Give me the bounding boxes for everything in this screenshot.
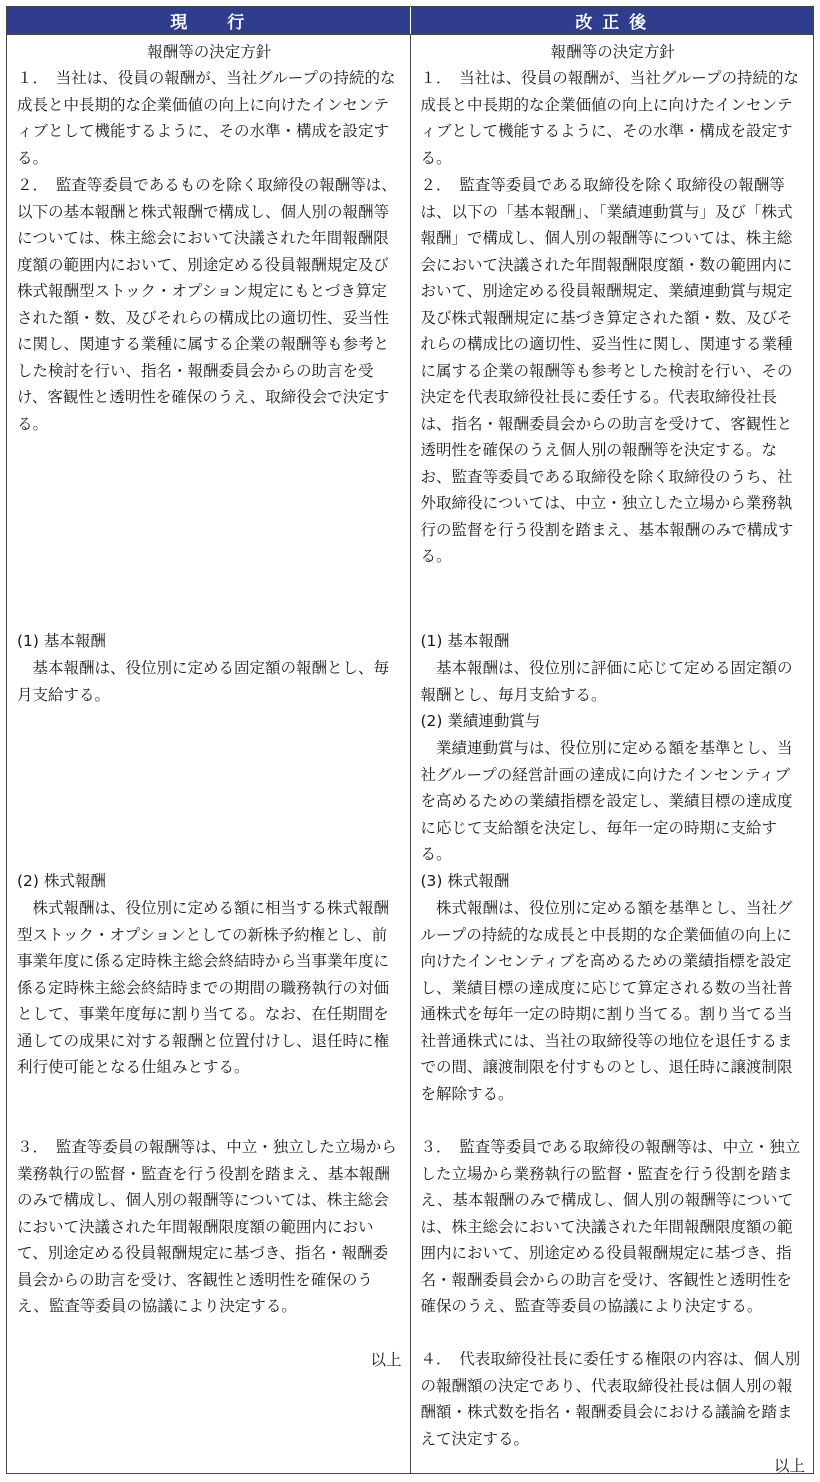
header-revised: 改 正 後 — [575, 13, 649, 33]
revised-section-3-heading: (3) 株式報酬 — [420, 872, 510, 890]
current-paragraph-1: １． 当社は、役員の報酬が、当社グループの持続的な成長と中長期的な企業価値の向上に向けたインセンティブとして機能するように、その水準・構成を設定する。 — [17, 69, 396, 167]
current-section-2-heading: (2) 株式報酬 — [17, 872, 106, 890]
header-current: 現 行 — [7, 7, 411, 34]
revised-paragraph-4: ４． 代表取締役社長に委任する権限の内容は、個人別の報酬額の決定であり、代表取締役社長は個人別の報酬額・株式数を指名・報酬委員会における議論を踏まえて決定する。 — [420, 1350, 801, 1448]
current-section-1-body: 基本報酬は、役位別に定める固定額の報酬とし、毎月支給する。 — [17, 659, 390, 704]
current-paragraph-2: ２． 監査等委員であるものを除く取締役の報酬等は、以下の基本報酬と株式報酬で構成し、個人別の報酬等については、株主総会において決議された年間報酬限度額の範囲内において、別途定める役員報酬規定及び株式報酬型ストック・オプション規定にもとづき算定された額・数、及びそれらの構成比の適切性、妥当性に関し、関連する業種に属する企業の報酬等も参考とした検討を行い、指名・報酬委員会からの助言を受け、客観性と透明性を確保のうえ、取締役会で決定する。 — [17, 176, 397, 433]
revised-section-2-body: 業績連動賞与は、役位別に定める額を基準とし、当社グループの経営計画の達成に向けたインセンティブを高めるための業績指標を設定し、業績目標の達成度に応じて支給額を決定し、毎年一定の時期に支給する。 — [420, 739, 793, 863]
revised-title: 報酬等の決定方針 — [550, 43, 675, 61]
revised-paragraph-1: １． 当社は、役員の報酬が、当社グループの持続的な成長と中長期的な企業価値の向上に向けたインセンティブとして機能するように、その水準・構成を設定する。 — [420, 69, 800, 167]
revised-section-1-heading: (1) 基本報酬 — [420, 632, 510, 650]
current-section-2-body: 株式報酬は、役位別に定める額に相当する株式報酬型ストック・オプションとしての新株予約権とし、前事業年度に係る定時株主総会終結時から当事業年度に係る定時株主総会終結時までの期間の職務執行の対価として、事業年度毎に割り当てる。なお、在任期間を通しての成果に対する報酬と位置付けし、退任時に権利行使可能となる仕組みとする。 — [17, 899, 390, 1076]
current-column — [7, 35, 411, 1473]
revised-end-mark: 以上 — [773, 1457, 805, 1475]
revised-section-1-body: 基本報酬は、役位別に評価に応じて定める固定額の報酬とし、毎月支給する。 — [420, 659, 793, 704]
revised-paragraph-2: ２． 監査等委員である取締役を除く取締役の報酬等は、以下の「基本報酬」、「業績連動賞与」及び「株式報酬」で構成し、個人別の報酬等については、株主総会において決議された年間報酬限度額・数の範囲内において、別途定める役員報酬規定、業績連動賞与規定及び株式報酬規定に基づき算定された額・数、及びそれらの構成比の適切性、妥当性に関し、関連する業種に属する企業の報酬等も参考とした検討を行い、その決定を代表取締役社長に委任する。代表取締役社長は、指名・報酬委員会からの助言を受けて、客観性と透明性を確保のうえ個人別の報酬等を決定する。なお、監査等委員である取締役を除く取締役のうち、社外取締役については、中立・独立した立場から業務執行の監督を行う役割を踏まえ、基本報酬のみで構成する。 — [420, 176, 794, 565]
current-section-1-heading: (1) 基本報酬 — [17, 632, 106, 650]
revised-section-3-body: 株式報酬は、役位別に定める額を基準とし、当社グループの持続的な成長と中長期的な企業価値の向上に向けたインセンティブを高めるための業績指標を設定し、業績目標の達成度に応じて算定される数の当社普通株式を毎年一定の時期に割り当てる。割り当てる当社普通株式には、当社の取締役等の地位を退任するまでの間、譲渡制限を付すものとし、退任時に譲渡制限を解除する。 — [420, 899, 793, 1103]
revised-column — [411, 35, 814, 1473]
revised-paragraph-3: ３． 監査等委員である取締役の報酬等は、中立・独立した立場から業務執行の監督・監査を行う役割を踏まえ、基本報酬のみで構成し、個人別の報酬等については、株主総会において決議された年間報酬限度額の範囲内において、別途定める役員報酬規定に基づき、指名・報酬委員会からの助言を受け、客観性と透明性を確保のうえ、監査等委員の協議により決定する。 — [420, 1138, 801, 1315]
comparison-table — [6, 6, 814, 1474]
revised-section-2-heading: (2) 業績連動賞与 — [420, 712, 541, 730]
current-paragraph-3: ３． 監査等委員の報酬等は、中立・独立した立場から業務執行の監督・監査を行う役割を踏まえ、基本報酬のみで構成し、個人別の報酬等については、株主総会において決議された年間報酬限度額の範囲内において、別途定める役員報酬規定に基づき、指名・報酬委員会からの助言を受け、客観性と透明性を確保のうえ、監査等委員の協議により決定する。 — [17, 1138, 397, 1315]
current-title: 報酬等の決定方針 — [147, 43, 272, 61]
current-end-mark: 以上 — [370, 1351, 402, 1369]
table-header — [7, 7, 813, 35]
